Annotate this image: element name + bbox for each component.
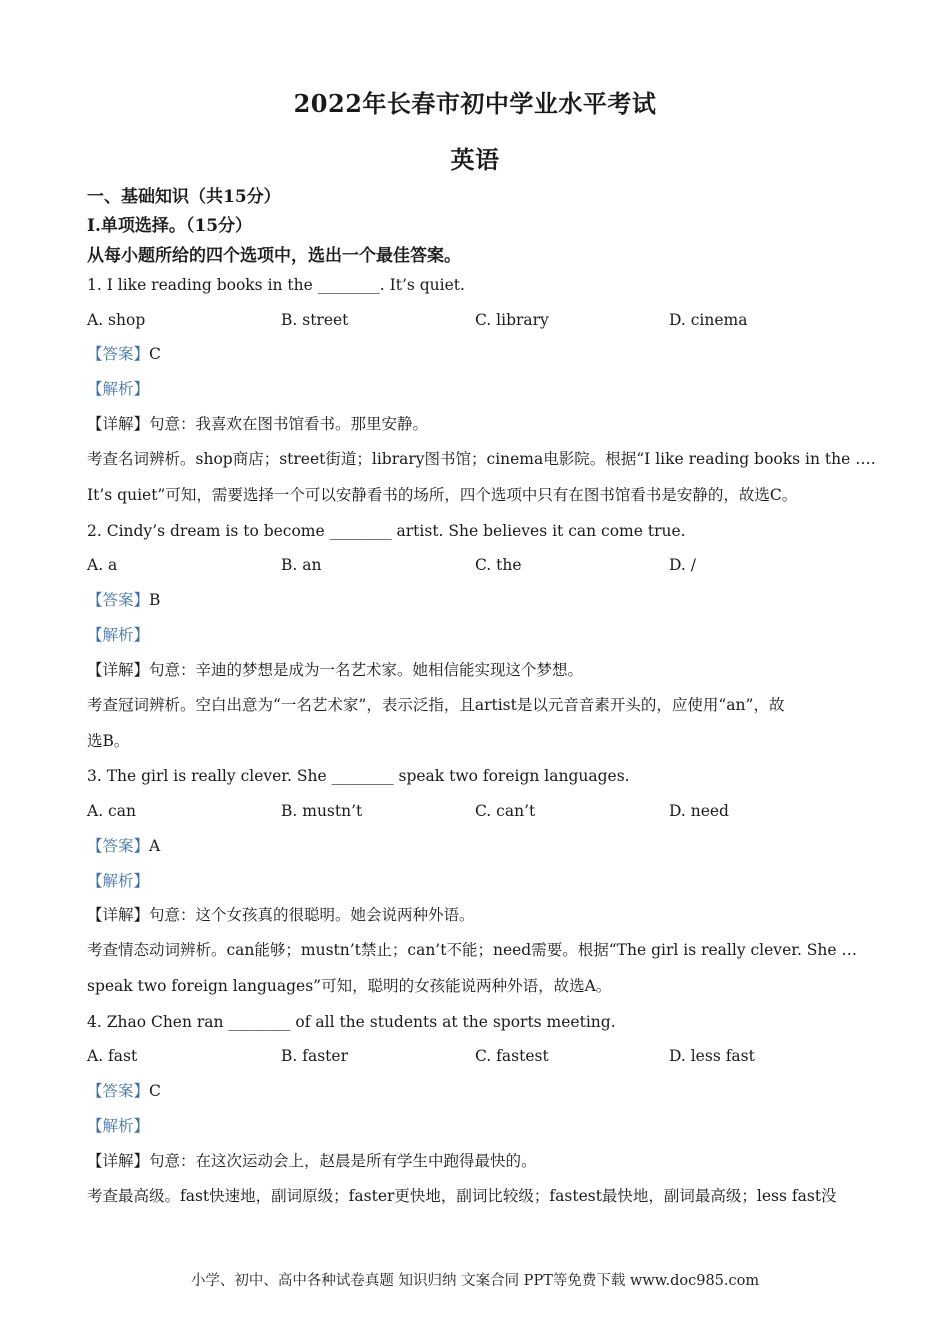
detail-text: 句意：在这次运动会上，赵晨是所有学生中跑得最快的。 <box>149 1152 537 1170</box>
detail-tag: 【详解】 <box>87 415 150 433</box>
detail-line <box>87 905 475 925</box>
answer-tag: 【答案】 <box>87 837 150 855</box>
detail-tag: 【详解】 <box>87 906 150 924</box>
explanation-line: speak two foreign languages”可知，聪明的女孩能说两种外语，故选A。 <box>87 977 612 995</box>
option-a: A. can <box>87 802 136 820</box>
detail-line <box>87 1151 537 1171</box>
question-stem: 1. I like reading books in the ________. It’s quiet. <box>87 276 465 294</box>
answer-line <box>87 1081 161 1101</box>
analysis-tag: 【解析】 <box>87 872 150 890</box>
detail-tag: 【详解】 <box>87 661 150 679</box>
detail-text: 句意：这个女孩真的很聪明。她会说两种外语。 <box>149 906 475 924</box>
question-stem: 2. Cindy’s dream is to become ________ artist. She believes it can come true. <box>87 522 686 540</box>
option-b: B. faster <box>281 1047 348 1065</box>
analysis-tag: 【解析】 <box>87 626 150 644</box>
option-a: A. fast <box>87 1047 138 1065</box>
instruction: 从每小题所给的四个选项中，选出一个最佳答案。 <box>87 246 461 266</box>
answer-line <box>87 344 161 364</box>
analysis-tag: 【解析】 <box>87 380 150 398</box>
question-stem: 3. The girl is really clever. She ________ speak two foreign languages. <box>87 767 630 785</box>
explanation-line: 选B。 <box>87 732 130 750</box>
answer-line <box>87 590 160 610</box>
option-a: A. a <box>87 556 118 574</box>
explanation-line: It’s quiet”可知，需要选择一个可以安静看书的场所，四个选项中只有在图书馆看书是安静的，故选C。 <box>87 486 798 504</box>
subsection-heading: Ⅰ.单项选择。（15分） <box>87 216 253 236</box>
option-d: D. less fast <box>669 1047 755 1065</box>
exam-subject: 英语 <box>450 145 500 174</box>
option-b: B. street <box>281 311 349 329</box>
option-a: A. shop <box>87 311 146 329</box>
option-b: B. mustn’t <box>281 802 363 820</box>
detail-text: 句意：我喜欢在图书馆看书。那里安静。 <box>149 415 429 433</box>
detail-text: 句意：辛迪的梦想是成为一名艺术家。她相信能实现这个梦想。 <box>149 661 584 679</box>
answer-value: C <box>149 1082 161 1100</box>
answer-tag: 【答案】 <box>87 591 150 609</box>
option-c: C. can’t <box>475 802 536 820</box>
answer-value: A <box>149 837 161 855</box>
answer-value: C <box>149 345 161 363</box>
answer-value: B <box>149 591 161 609</box>
explanation-line: 考查冠词辨析。空白出意为“一名艺术家”，表示泛指，且artist是以元音音素开头的，应使用“an”，故 <box>87 696 785 714</box>
question-stem: 4. Zhao Chen ran ________ of all the students at the sports meeting. <box>87 1013 616 1031</box>
explanation-line: 考查名词辨析。shop商店；street街道；library图书馆；cinema电影院。根据“I like reading books in the …. <box>87 450 876 468</box>
answer-tag: 【答案】 <box>87 345 150 363</box>
detail-line <box>87 414 428 434</box>
answer-tag: 【答案】 <box>87 1082 150 1100</box>
exam-title: 2022年长春市初中学业水平考试 <box>293 89 657 118</box>
option-b: B. an <box>281 556 322 574</box>
option-c: C. library <box>475 311 549 329</box>
section-heading: 一、基础知识（共15分） <box>87 187 281 207</box>
explanation-line: 考查情态动词辨析。can能够；mustn’t禁止；can’t不能；need需要。根据“The girl is really clever. She … <box>87 941 857 959</box>
detail-tag: 【详解】 <box>87 1152 150 1170</box>
explanation-line: 考查最高级。fast快速地，副词原级；faster更快地，副词比较级；fastest最快地，副词最高级；less fast没 <box>87 1187 837 1205</box>
option-d: D. / <box>669 556 696 574</box>
answer-line <box>87 836 160 856</box>
option-c: C. fastest <box>475 1047 549 1065</box>
option-d: D. need <box>669 802 729 820</box>
option-d: D. cinema <box>669 311 748 329</box>
detail-line <box>87 660 583 680</box>
analysis-tag: 【解析】 <box>87 1117 150 1135</box>
option-c: C. the <box>475 556 522 574</box>
page-footer: 小学、初中、高中各种试卷真题 知识归纳 文案合同 PPT等免费下载 www.doc985.com <box>190 1273 760 1289</box>
